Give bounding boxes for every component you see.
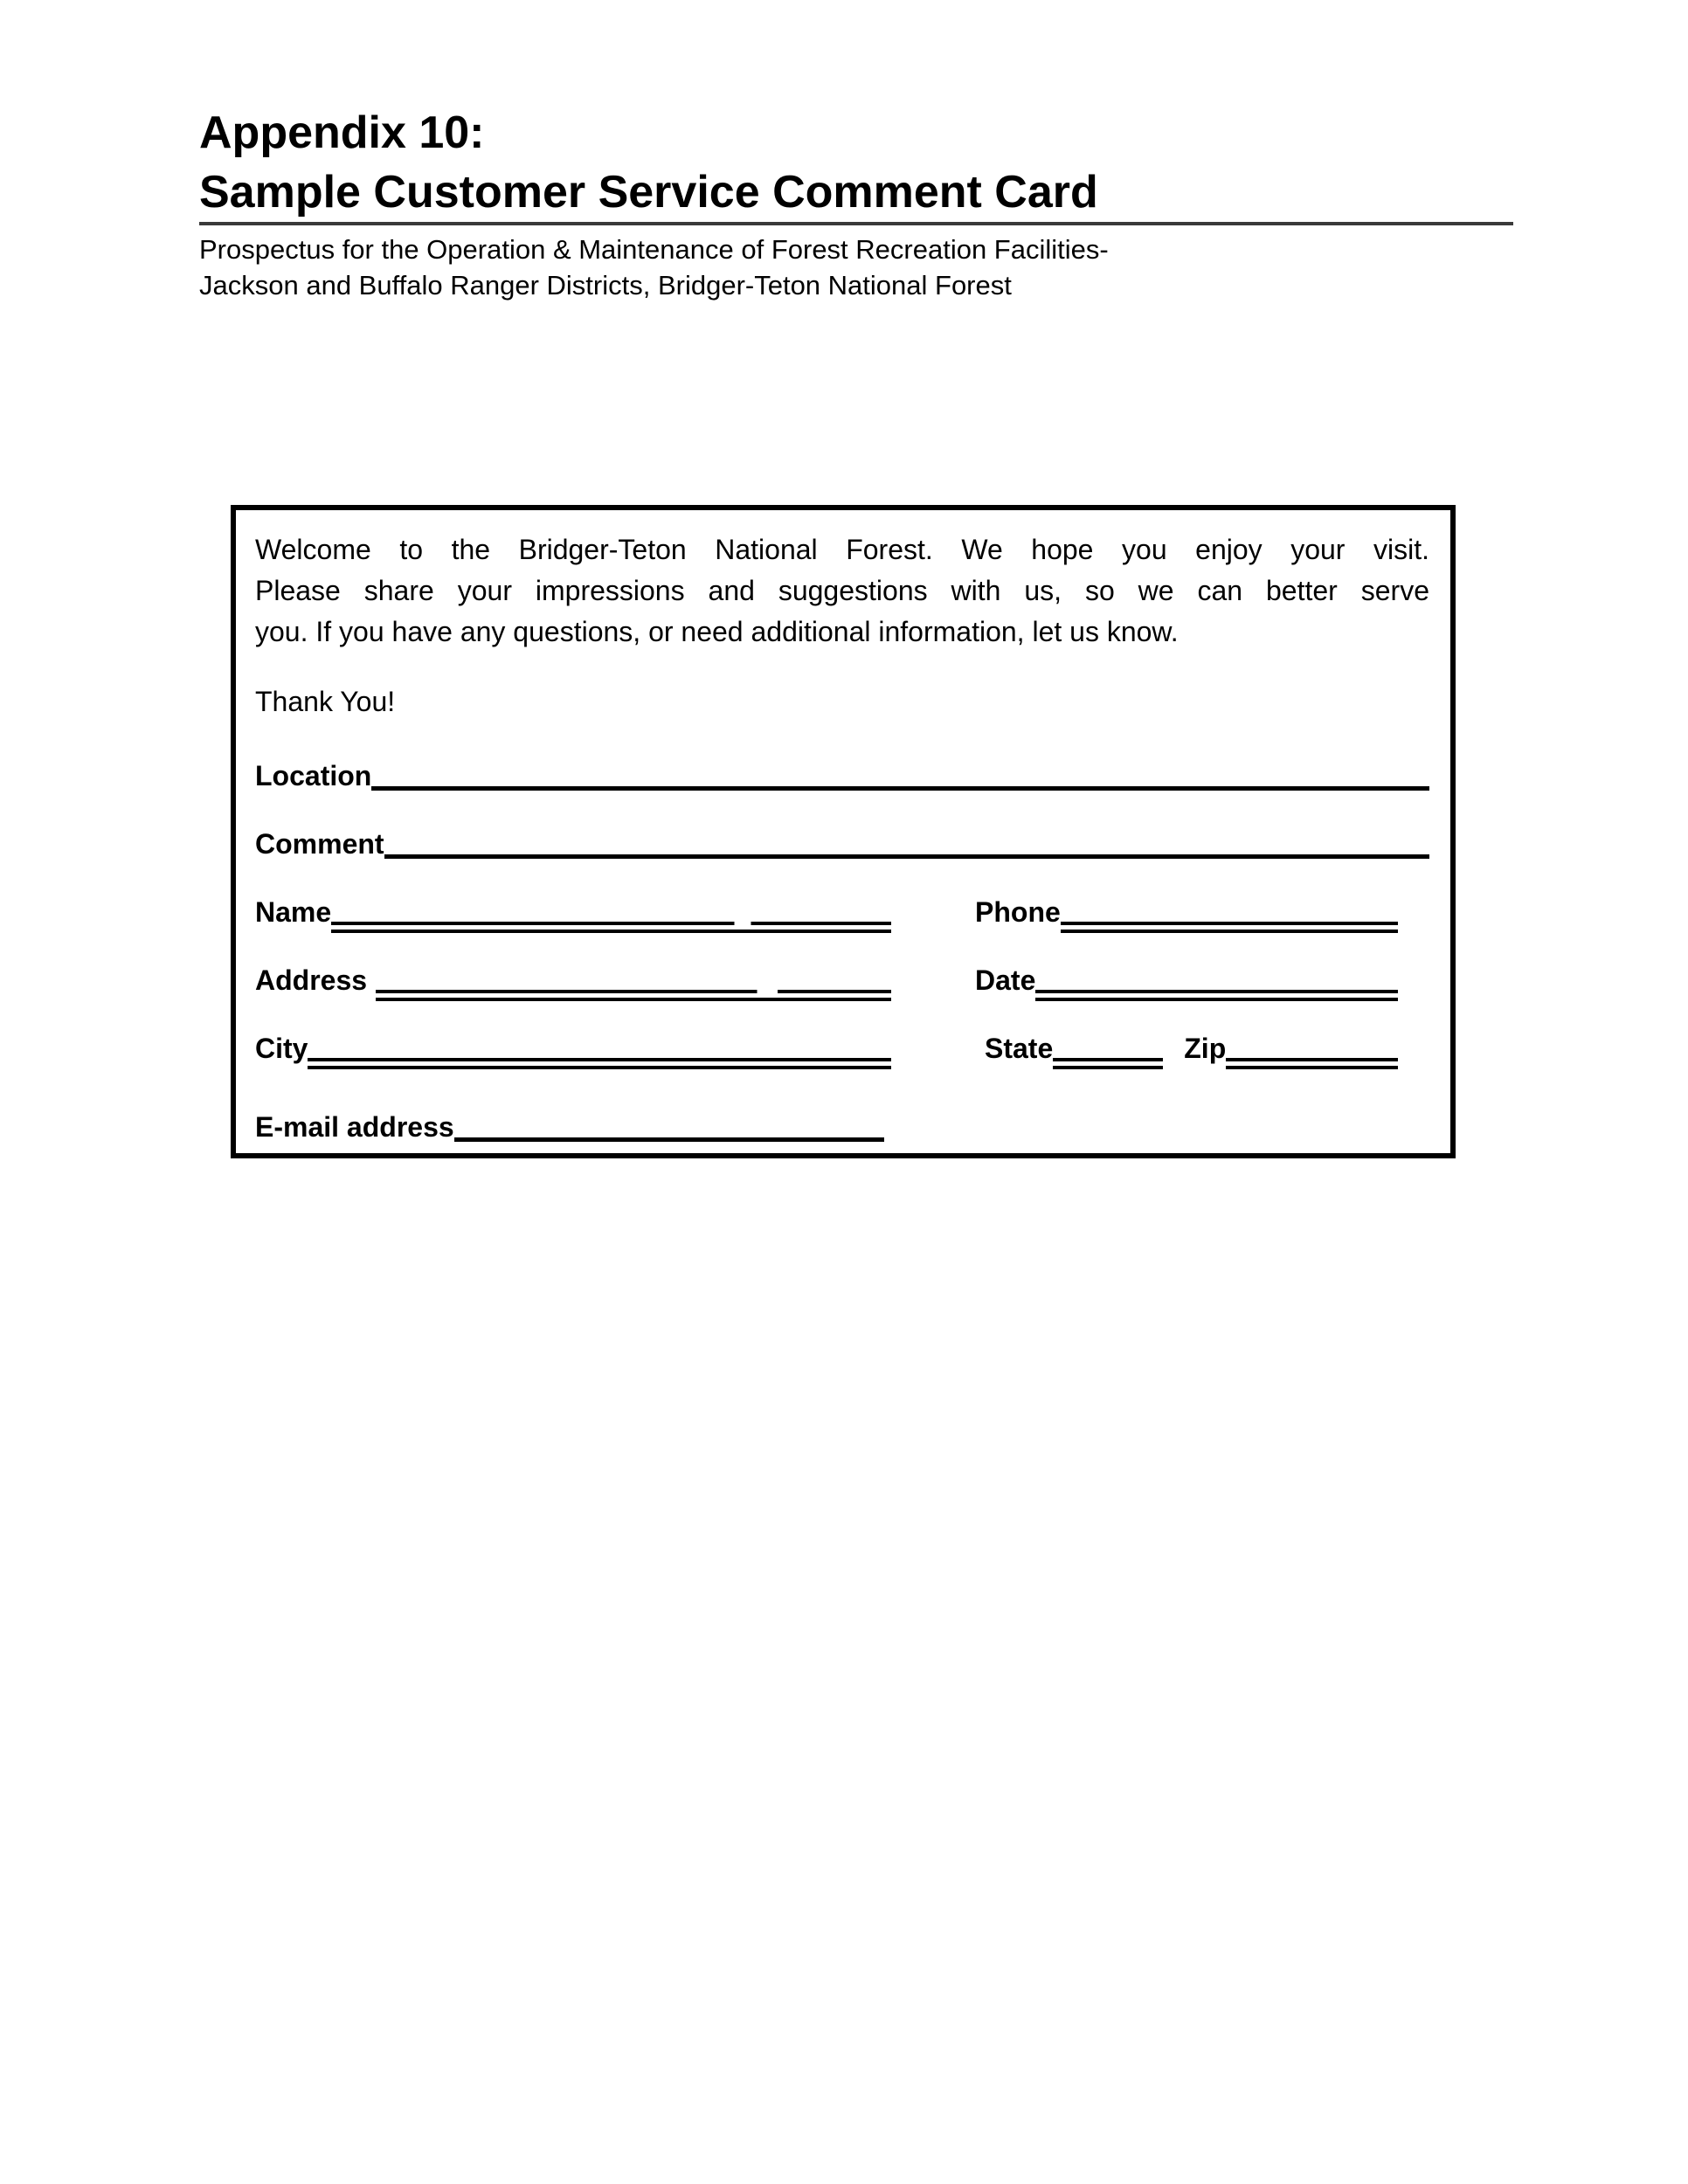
subtitle-line-1: Prospectus for the Operation & Maintenance of Forest Recreation Facilities- — [199, 234, 1109, 265]
email-label: E-mail address — [255, 1111, 454, 1143]
subtitle-line-2: Jackson and Buffalo Ranger Districts, Bridger-Teton National Forest — [199, 270, 1012, 301]
state-input-line[interactable] — [1053, 1058, 1163, 1069]
title-line-1: Appendix 10: — [199, 107, 485, 158]
zip-input-line[interactable] — [1226, 1058, 1398, 1069]
city-cell — [255, 1031, 891, 1066]
welcome-line-2: Please share your impressions and suggestions with us, so we can better serve — [255, 575, 1429, 606]
location-label: Location — [255, 760, 372, 791]
phone-cell — [975, 895, 1398, 930]
phone-input-line[interactable] — [1061, 922, 1398, 933]
comment-input-line[interactable] — [384, 854, 1429, 859]
state-label: State — [985, 1033, 1054, 1064]
date-label: Date — [975, 964, 1036, 996]
title-line-2: Sample Customer Service Comment Card — [199, 167, 1098, 218]
welcome-paragraph — [255, 529, 1429, 653]
title-underline — [199, 222, 1513, 225]
name-cell — [255, 895, 891, 930]
thank-you-text: Thank You! — [255, 686, 396, 717]
location-input-line[interactable] — [371, 786, 1429, 791]
city-input-line[interactable] — [308, 1058, 891, 1069]
city-state-zip-row — [255, 1031, 1429, 1066]
name-phone-row — [255, 895, 1429, 930]
address-input-line[interactable] — [376, 990, 891, 1001]
date-input-line[interactable] — [1035, 990, 1398, 1001]
comment-label: Comment — [255, 828, 384, 860]
comment-card — [231, 505, 1456, 1158]
state-zip-cell — [975, 1031, 1398, 1066]
subtitle — [199, 232, 1513, 303]
welcome-line-1: Welcome to the Bridger-Teton National Forest. We hope you enjoy your visit. — [255, 534, 1429, 565]
date-cell — [975, 963, 1398, 998]
email-input-line[interactable] — [454, 1137, 884, 1142]
zip-label: Zip — [1184, 1033, 1227, 1064]
comment-row — [255, 826, 1429, 861]
welcome-line-3: you. If you have any questions, or need additional information, let us know. — [255, 616, 1179, 647]
location-row — [255, 758, 1429, 793]
email-row — [255, 1109, 1429, 1144]
phone-label: Phone — [975, 896, 1061, 928]
page-title — [199, 103, 1513, 222]
name-label: Name — [255, 896, 332, 928]
page-content — [199, 103, 1513, 1158]
city-label: City — [255, 1033, 308, 1064]
address-label: Address — [255, 964, 368, 996]
name-input-line[interactable] — [331, 922, 891, 933]
address-date-row — [255, 963, 1429, 998]
address-cell — [255, 963, 891, 998]
